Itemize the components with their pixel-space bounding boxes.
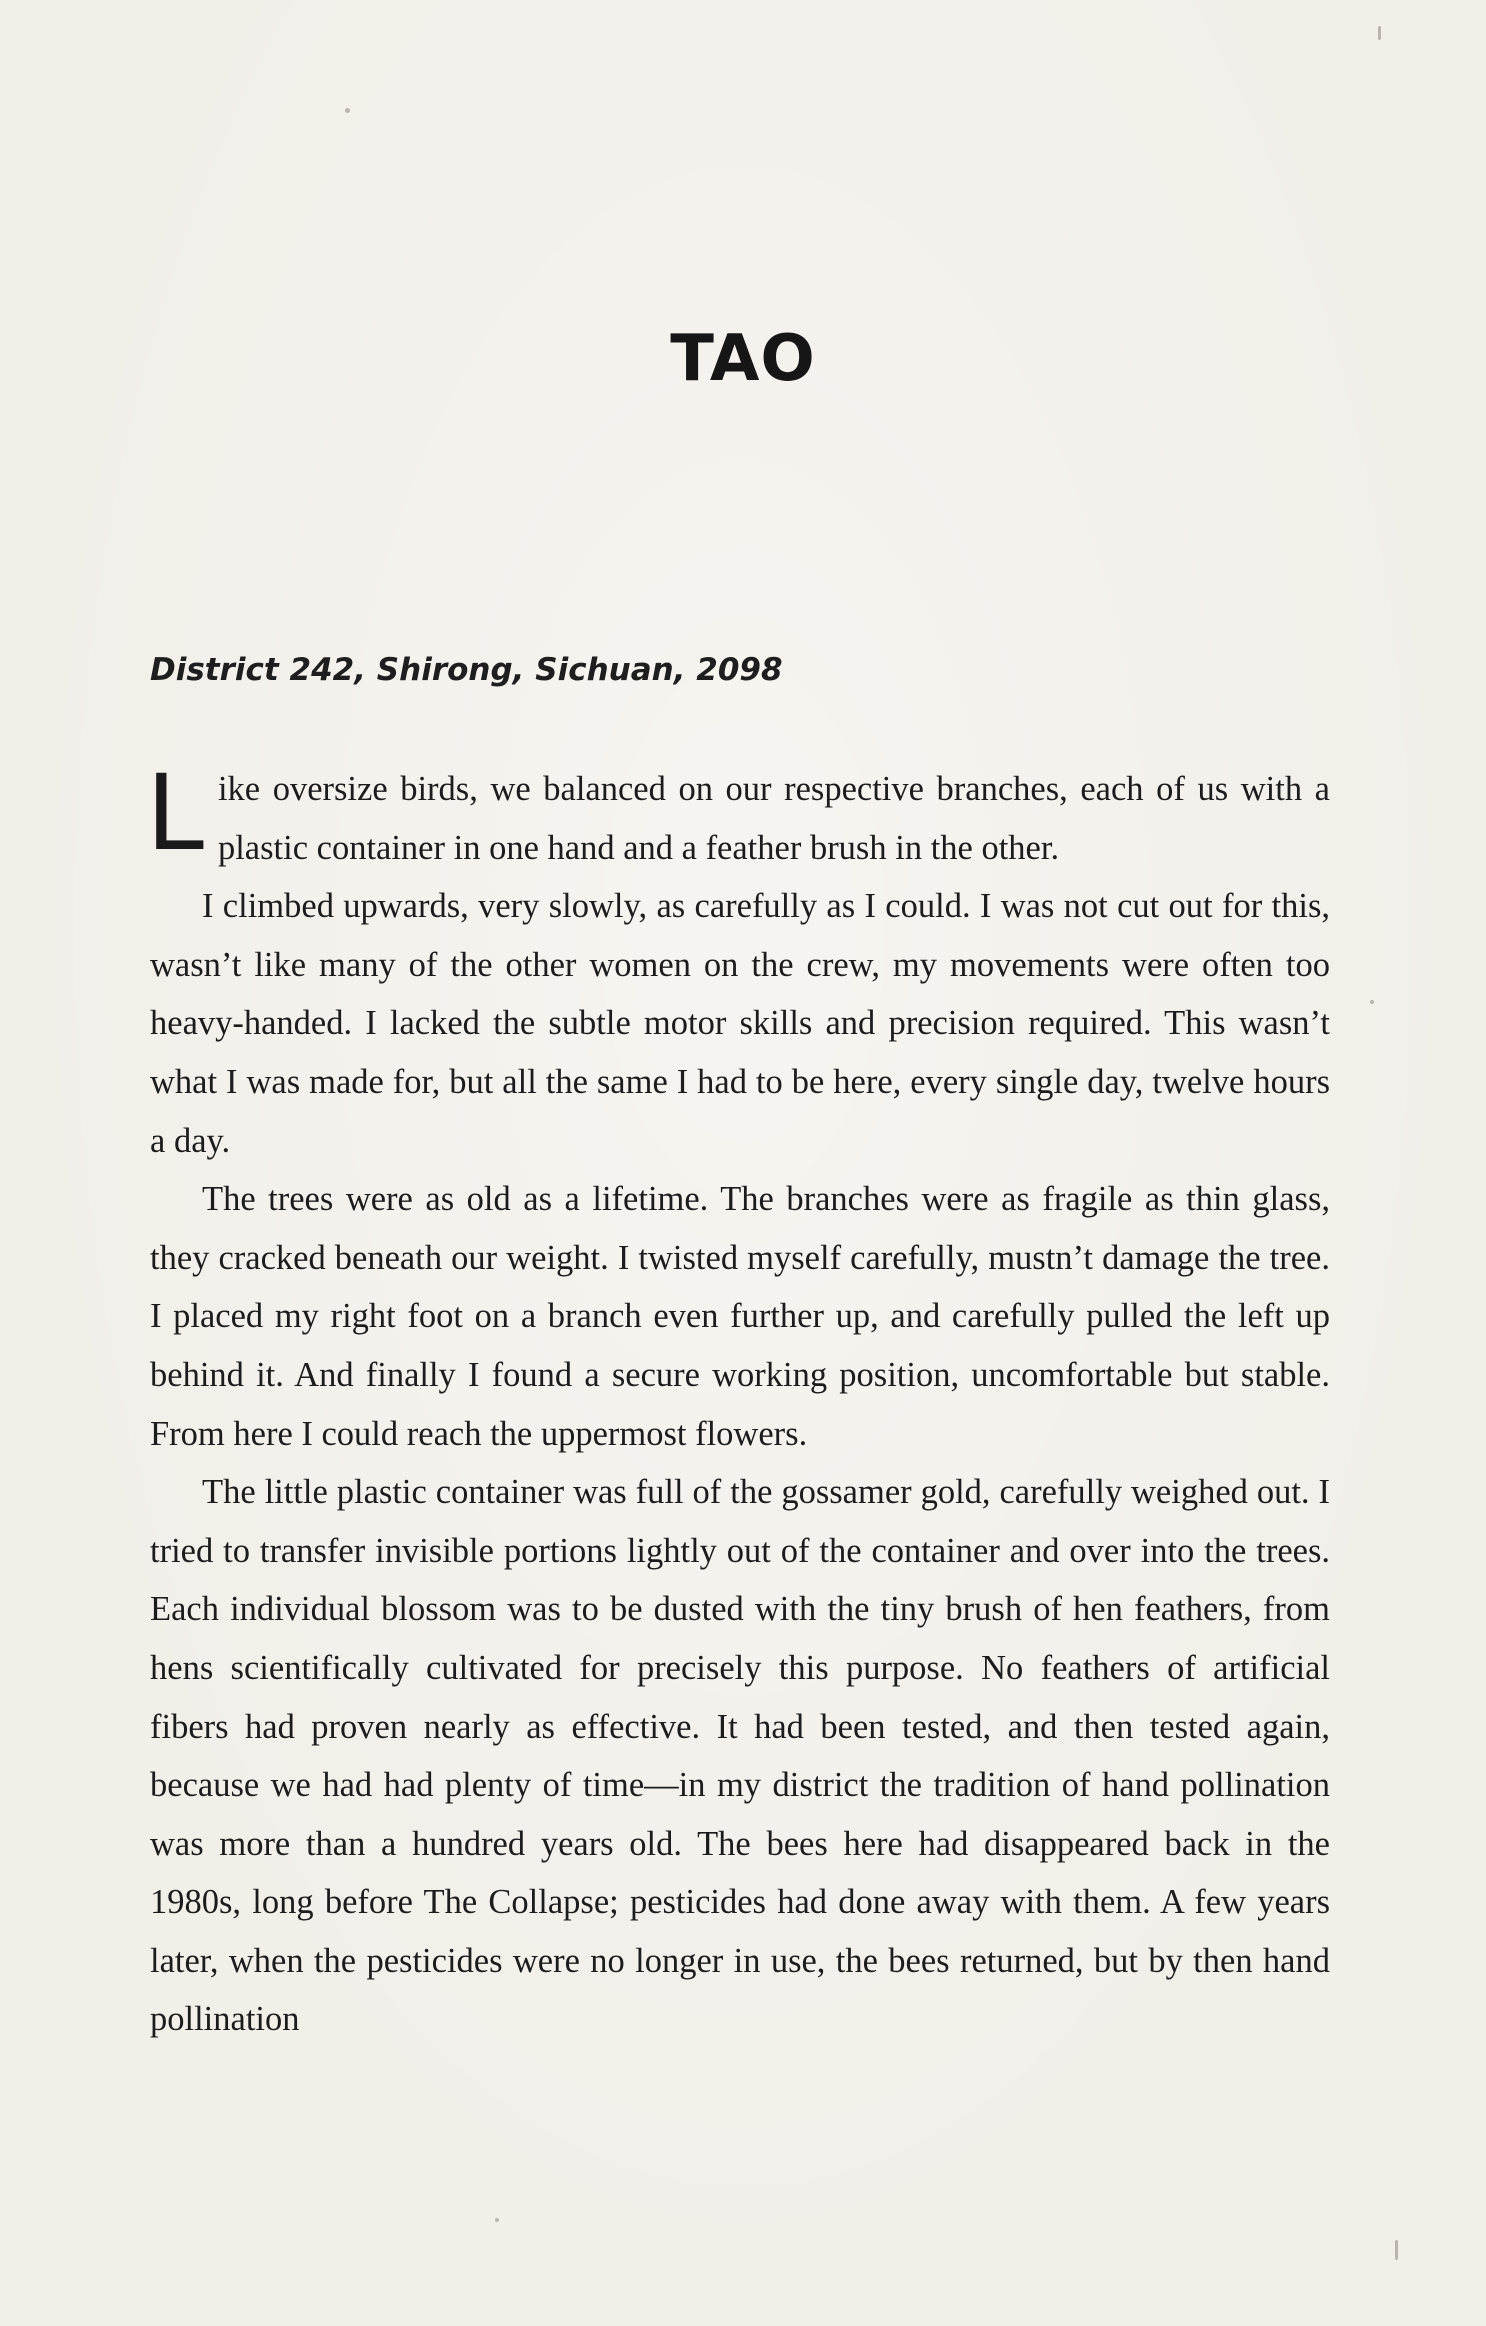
body-text (146, 752, 1330, 2049)
paper-speck (1370, 1000, 1374, 1004)
paragraph: The little plastic container was full of the gossamer gold, carefully weighed out. I tried to transfer invisible portions lightly out of the container and over into the trees. Each individual blossom was to be dusted with the tiny brush of hen feathers, from hens scientifically cultivated for precisely this purpose. No feathers of artificial fibers had proven nearly as effective. It had been tested, and then tested again, because we had had plenty of time—in my district the tradition of hand pollination was more than a hundred years old. The bees here had disappeared back in the 1980s, long before The Collapse; pesticides had done away with them. A few years later, when the pesticides were no longer in use, the bees returned, but by then hand pollination (150, 1473, 1330, 2039)
chapter-dateline: District 242, Shirong, Sichuan, 2098 (150, 652, 783, 688)
paragraph (146, 752, 1330, 877)
drop-cap: L (146, 752, 204, 874)
paragraph: I climbed upwards, very slowly, as carefully as I could. I was not cut out for this, wasn’t like many of the other women on the crew, my movements were often too heavy-handed. I lacked the subtle motor skills and precision required. This wasn’t what I was made for, but all the same I had to be here, every single day, twelve hours a day. (150, 887, 1330, 1160)
chapter-title: TAO (670, 322, 816, 396)
paper-speck (345, 108, 350, 113)
paper-speck (495, 2218, 499, 2222)
paragraph-text: ike oversize birds, we balanced on our respective branches, each of us with a plastic container in one hand and a feather brush in the other. (217, 770, 1330, 867)
paper-speck (1378, 26, 1381, 40)
paragraph: The trees were as old as a lifetime. The branches were as fragile as thin glass, they cracked beneath our weight. I twisted myself carefully, mustn’t damage the tree. I placed my right foot on a branch even further up, and carefully pulled the left up behind it. And finally I found a secure working position, uncomfortable but stable. From here I could reach the uppermost flowers. (150, 1180, 1330, 1453)
paper-speck (1395, 2240, 1398, 2260)
